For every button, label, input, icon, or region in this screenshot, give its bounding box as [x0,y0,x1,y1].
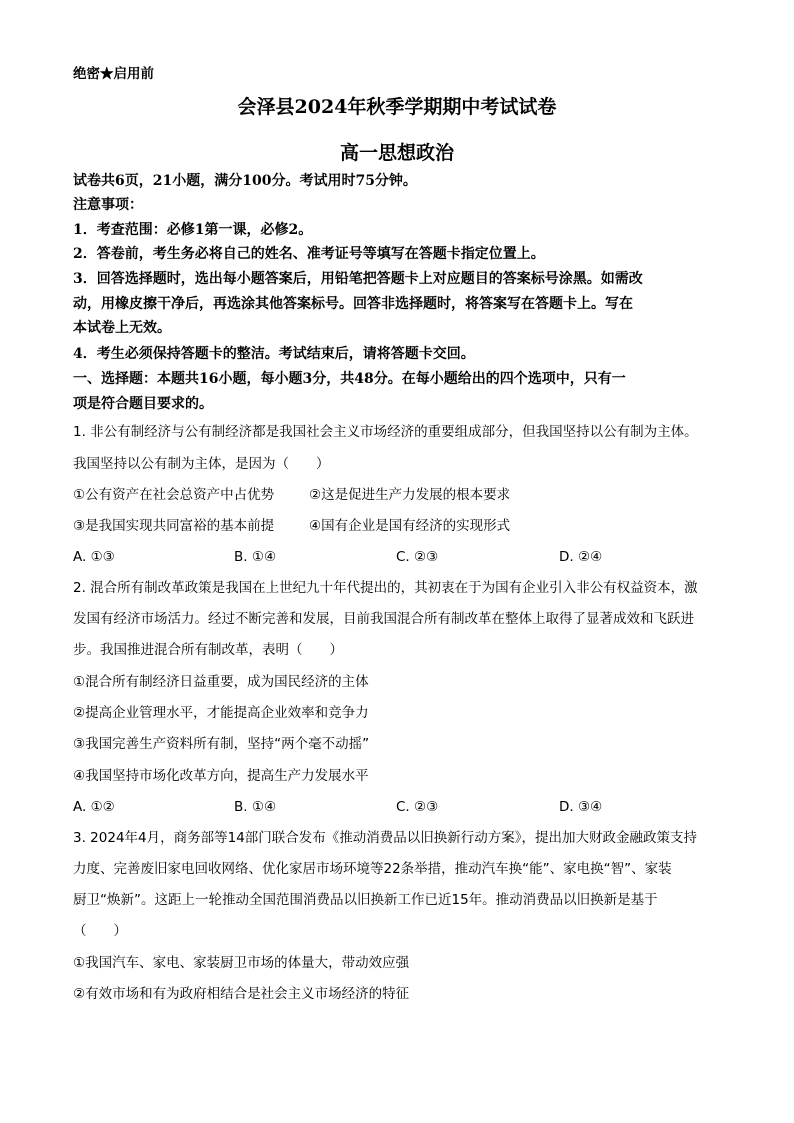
q3-stem-line-1: 3. 2024年4月，商务部等14部门联合发布《推动消费品以旧换新行动方案》，提出加大财政金融政策支持 [73,830,698,846]
note-4: 4．考生必须保持答题卡的整洁。考试结束后，请将答题卡交回。 [73,346,475,362]
q3-statement-2: ②有效市场和有为政府相结合是社会主义市场经济的特征 [73,986,410,1002]
q2-option-d: D. ③④ [559,799,603,815]
q1-stem-line-1: 1. 非公有制经济与公有制经济都是我国社会主义市场经济的重要组成部分，但我国坚持以公有制为主体。 [73,424,698,440]
exam-info: 试卷共6页，21小题，满分100分。考试用时75分钟。 [73,173,417,189]
q1-statement-4: ④国有企业是国有经济的实现形式 [309,518,511,534]
q2-option-a: A. ①② [73,799,115,815]
q2-statement-3: ③我国完善生产资料所有制，坚持“两个毫不动摇” [73,736,370,752]
q2-options [73,798,733,816]
q1-statement-2: ②这是促进生产力发展的根本要求 [309,487,511,503]
q2-stem-line-3: 步。我国推进混合所有制改革，表明（ ） [73,642,343,658]
note-3-line-3: 本试卷上无效。 [73,320,171,336]
q1-option-d: D. ②④ [559,549,603,565]
q1-option-a: A. ①③ [73,549,115,565]
q3-stem-line-4: （ ） [73,923,127,939]
q2-statement-2: ②提高企业管理水平，才能提高企业效率和竞争力 [73,705,369,721]
q2-stem-line-2: 发国有经济市场活力。经过不断完善和发展，目前我国混合所有制改革在整体上取得了显著成效和飞跃进 [73,611,694,627]
q1-option-c: C. ②③ [396,549,439,565]
q2-option-b: B. ①④ [234,799,277,815]
note-3-line-2: 动，用橡皮擦干净后，再选涂其他答案标号。回答非选择题时，将答案写在答题卡上。写在 [73,296,633,312]
exam-subject: 高一思想政治 [339,142,454,164]
q3-stem-line-2: 力度、完善废旧家电回收网络、优化家居市场环境等22条举措，推动汽车换“能”、家电换“智”、家装 [73,861,672,877]
exam-title: 会泽县2024年秋季学期期中考试试卷 [237,96,557,118]
note-2: 2．答卷前，考生务必将自己的姓名、准考证号等填写在答题卡指定位置上。 [73,246,545,262]
note-1: 1．考查范围：必修1第一课，必修2。 [73,222,313,238]
q1-statement-3: ③是我国实现共同富裕的基本前提 [73,518,275,534]
q2-stem-line-1: 2. 混合所有制改革政策是我国在上世纪九十年代提出的，其初衷在于为国有企业引入非公有权益资本，激 [73,580,698,596]
q1-options [73,548,733,566]
section-heading-line-1: 一、选择题：本题共16小题，每小题3分，共48分。在每小题给出的四个选项中，只有一 [73,371,626,387]
q1-statement-1: ①公有资产在社会总资产中占优势 [73,487,275,503]
q1-option-b: B. ①④ [234,549,277,565]
notes-heading: 注意事项： [73,197,143,213]
q2-option-c: C. ②③ [396,799,439,815]
q3-statement-1: ①我国汽车、家电、家装厨卫市场的体量大，带动效应强 [73,955,410,971]
confidential-label: 绝密★启用前 [73,66,154,82]
q3-stem-line-3: 厨卫“焕新”。这距上一轮推动全国范围消费品以旧换新工作已近15年。推动消费品以旧换新是基于 [73,892,658,908]
section-heading-line-2: 项是符合题目要求的。 [73,396,213,412]
q1-stem-line-2: 我国坚持以公有制为主体，是因为（ ） [73,456,330,472]
q2-statement-4: ④我国坚持市场化改革方向，提高生产力发展水平 [73,768,369,784]
note-3-line-1: 3．回答选择题时，选出每小题答案后，用铅笔把答题卡上对应题目的答案标号涂黑。如需改 [73,271,643,287]
q2-statement-1: ①混合所有制经济日益重要，成为国民经济的主体 [73,674,369,690]
